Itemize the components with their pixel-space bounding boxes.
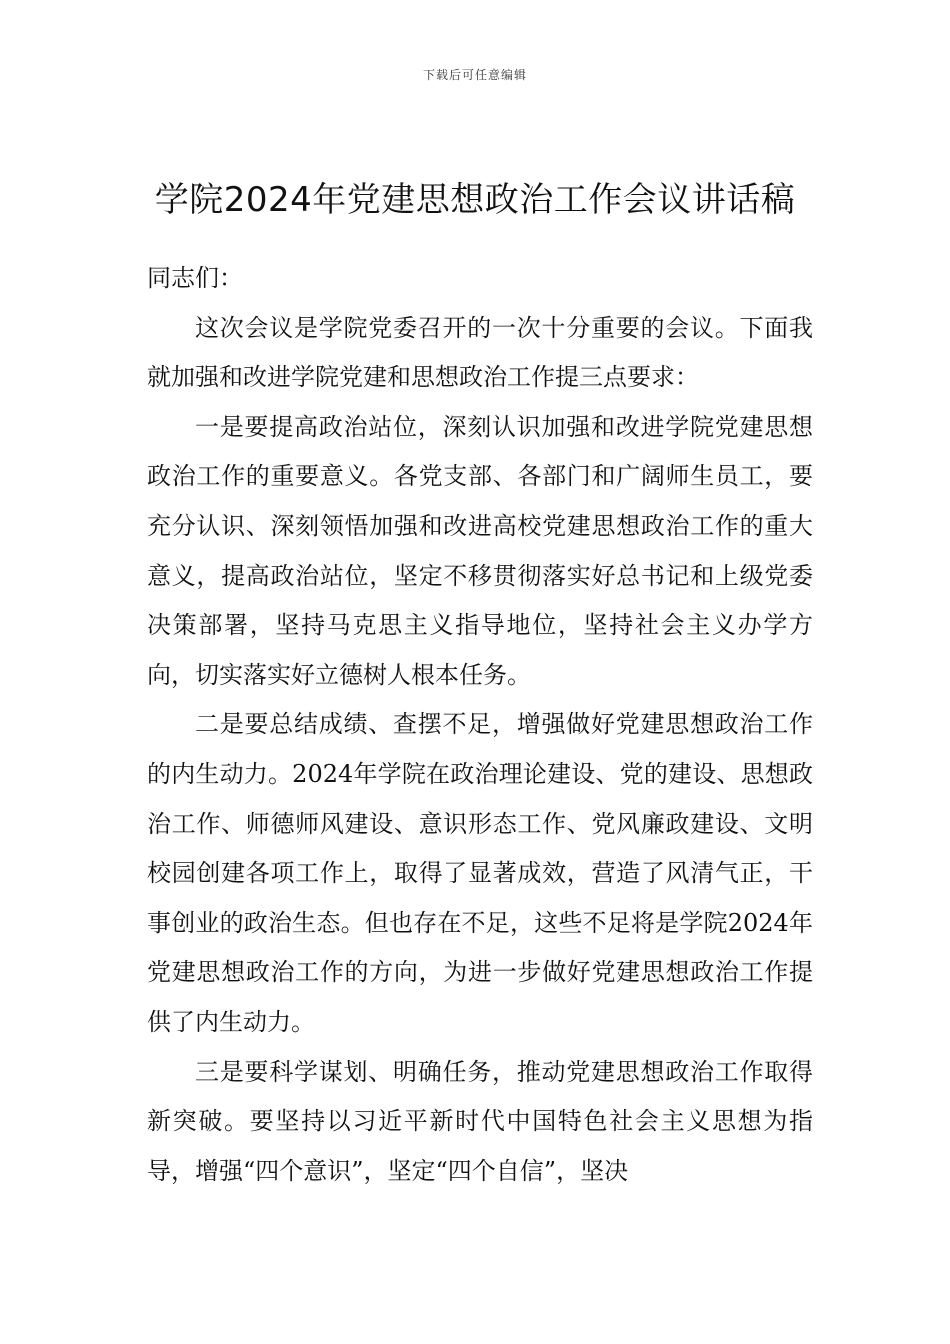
header-note: 下载后可任意编辑	[422, 68, 527, 82]
salutation: 同志们：	[147, 264, 243, 292]
paragraph: 这次会议是学院党委召开的一次十分重要的会议。下面我就加强和改进学院党建和思想政治工作提三点要求：	[147, 313, 813, 392]
paragraph: 一是要提高政治站位，深刻认识加强和改进学院党建思想政治工作的重要意义。各党支部、各部门和广阔师生员工，要充分认识、深刻领悟加强和改进高校党建思想政治工作的重大意义，提高政治站位，坚定不移贯彻落实好总书记和上级党委决策部署，坚持马克思主义指导地位，坚持社会主义办学方向，切实落实好立德树人根本任务。	[147, 412, 813, 689]
paragraph: 三是要科学谋划、明确任务，推动党建思想政治工作取得新突破。要坚持以习近平新时代中国特色社会主义思想为指导，增强“四个意识”，坚定“四个自信”，坚决	[147, 1057, 813, 1185]
document-title: 学院2024年党建思想政治工作会议讲话稿	[154, 180, 796, 220]
paragraph: 二是要总结成绩、查摆不足，增强做好党建思想政治工作的内生动力。2024年学院在政治理论建设、党的建设、思想政治工作、师德师风建设、意识形态工作、党风廉政建设、文明校园创建各项工作上，取得了显著成效，营造了风清气正，干事创业的政治生态。但也存在不足，这些不足将是学院2024年党建思想政治工作的方向，为进一步做好党建思想政治工作提供了内生动力。	[147, 710, 813, 1036]
document-body	[147, 254, 813, 1196]
